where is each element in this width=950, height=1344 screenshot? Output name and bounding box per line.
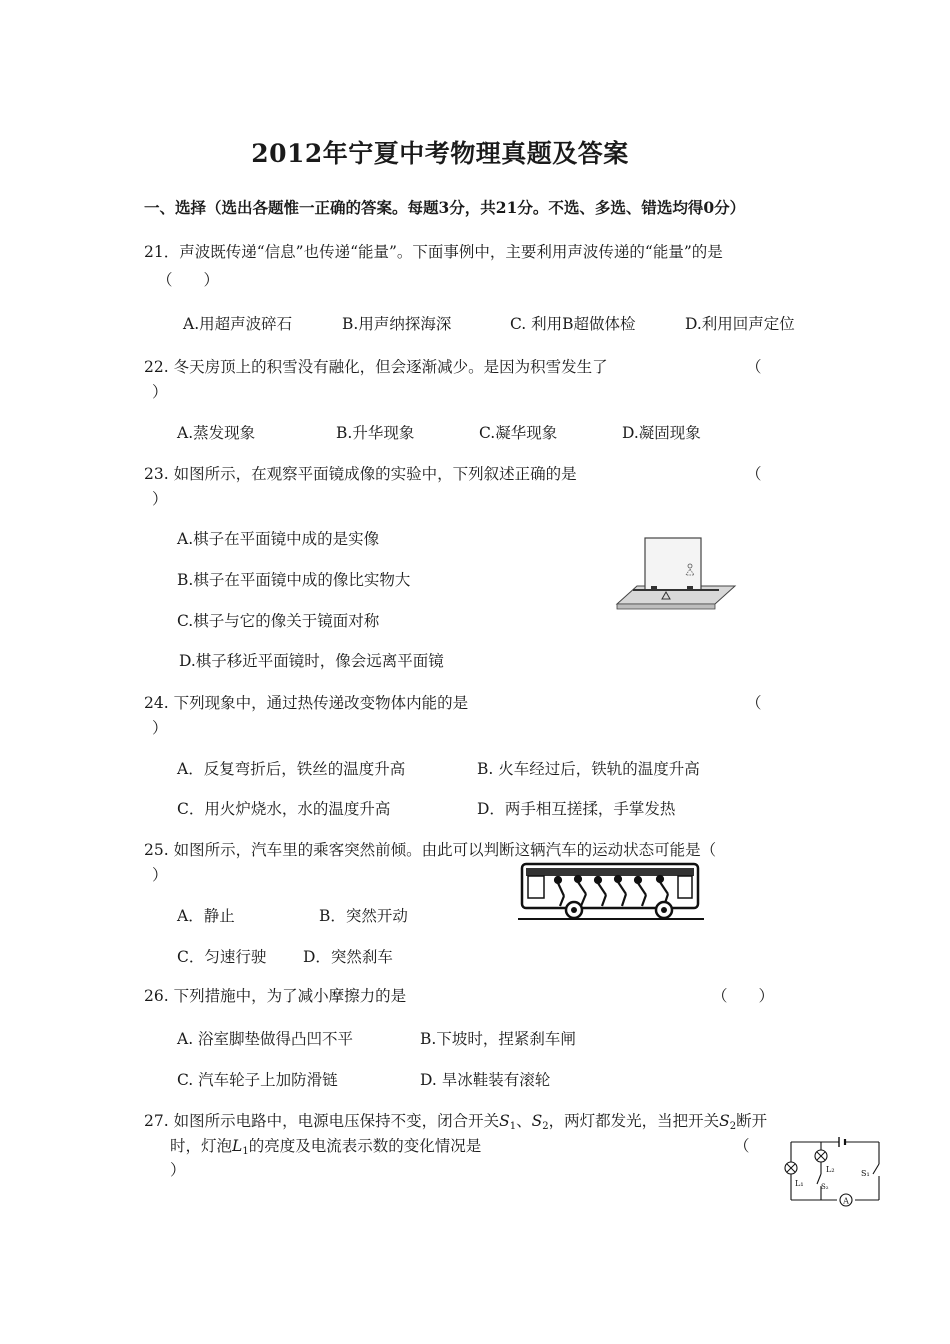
question-23: 23. 如图所示，在观察平面镜成像的实验中，下列叙述正确的是 [144, 465, 577, 483]
q24-option-c: C．用火炉烧水，水的温度升高 [177, 800, 391, 818]
s1-label: S₁ [861, 1169, 870, 1178]
answer-paren-close-23: ） [152, 490, 168, 508]
question-25: 25. 如图所示，汽车里的乘客突然前倾。由此可以判断这辆汽车的运动状态可能是（ [144, 841, 717, 859]
l2-label: L₂ [826, 1165, 835, 1174]
q25-option-b: B．突然开动 [319, 907, 408, 925]
answer-paren-open-24: （ [746, 694, 762, 712]
q22-option-d: D.凝固现象 [622, 424, 701, 442]
q23-option-b: B.棋子在平面镜中成的像比实物大 [177, 571, 411, 589]
q24-option-b: B. 火车经过后，铁轨的温度升高 [477, 760, 700, 778]
q26-option-a: A. 浴室脚垫做得凸凹不平 [177, 1030, 354, 1048]
lamp-l2-icon [815, 1150, 827, 1162]
q21-option-c: C. 利用B超做体检 [510, 315, 636, 333]
q26-option-c: C. 汽车轮子上加防滑链 [177, 1071, 338, 1089]
answer-paren-close-22: ） [152, 383, 168, 401]
q25-option-d: D．突然刹车 [303, 948, 393, 966]
answer-paren-open-22: （ [746, 358, 762, 376]
answer-paren-21: （ ） [157, 271, 220, 289]
answer-paren-close-25: ） [152, 866, 168, 884]
answer-paren-close-27: ） [170, 1161, 186, 1179]
q22-option-a: A.蒸发现象 [177, 424, 256, 442]
circuit-figure [779, 1134, 885, 1210]
q23-option-a: A.棋子在平面镜中成的是实像 [177, 530, 380, 548]
question-27-line-1: 27. 如图所示电路中，电源电压保持不变，闭合开关$S_1$、$S_2$，两灯都发光，当把开关$S_2$断开 [144, 1112, 768, 1132]
q26-option-b: B.下坡时，捏紧刹车闸 [420, 1030, 576, 1048]
answer-paren-26: （ ） [712, 987, 775, 1005]
section-heading: 一、选择（选出各题惟一正确的答案。每题3分，共21分。不选、多选、错选均得0分） [144, 198, 746, 217]
q23-option-c: C.棋子与它的像关于镜面对称 [177, 612, 380, 630]
q25-option-a: A．静止 [177, 907, 235, 925]
q21-option-b: B.用声纳探海深 [342, 315, 452, 333]
bus-figure [518, 860, 704, 922]
q23-option-d: D.棋子移近平面镜时，像会远离平面镜 [179, 652, 444, 670]
q24-option-d: D．两手相互搓揉，手掌发热 [477, 800, 676, 818]
answer-paren-open-23: （ [746, 465, 762, 483]
circuit-diagram [779, 1134, 885, 1210]
question-21: 21．声波既传递“信息”也传递“能量”。下面事例中，主要利用声波传递的“能量”的是 [144, 243, 723, 261]
q22-option-c: C.凝华现象 [479, 424, 558, 442]
q25-option-c: C．匀速行驶 [177, 948, 267, 966]
ammeter-label: A [843, 1196, 849, 1206]
question-27-line-2: 时，灯泡$L_1$的亮度及电流表示数的变化情况是 [170, 1137, 482, 1157]
s2-label: S₂ [821, 1183, 829, 1191]
q21-option-d: D.利用回声定位 [685, 315, 795, 333]
question-24: 24. 下列现象中，通过热传递改变物体内能的是 [144, 694, 469, 712]
q22-option-b: B.升华现象 [336, 424, 415, 442]
answer-paren-open-27: （ [734, 1137, 750, 1155]
bus-passengers-illustration [518, 860, 704, 922]
l1-label: L₁ [795, 1179, 804, 1188]
question-26: 26. 下列措施中，为了减小摩擦力的是 [144, 987, 407, 1005]
q21-option-a: A.用超声波碎石 [183, 315, 293, 333]
page-title: 2012年宁夏中考物理真题及答案 [251, 139, 629, 168]
plane-mirror-illustration [607, 526, 737, 612]
plane-mirror-figure [607, 526, 737, 612]
question-22: 22. 冬天房顶上的积雪没有融化，但会逐渐减少。是因为积雪发生了 [144, 358, 608, 376]
q24-option-a: A．反复弯折后，铁丝的温度升高 [177, 760, 406, 778]
lamp-l1-icon [785, 1162, 797, 1174]
q26-option-d: D. 旱冰鞋装有滚轮 [420, 1071, 551, 1089]
answer-paren-close-24: ） [152, 719, 168, 737]
